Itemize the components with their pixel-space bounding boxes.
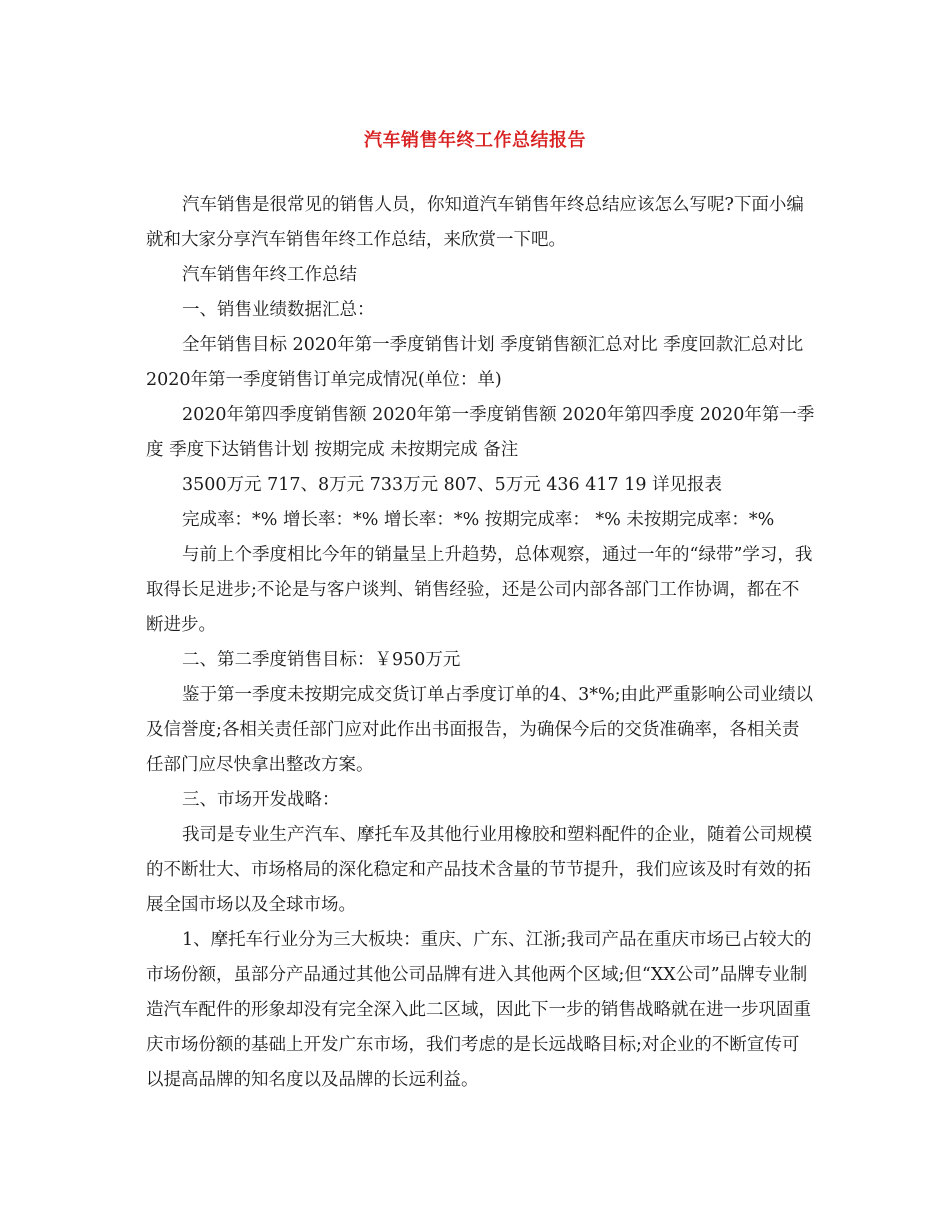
paragraph-data-headers-1: 全年销售目标 2020年第一季度销售计划 季度销售额汇总对比 季度回款汇总对比 2020年第一季度销售订单完成情况(单位：单) (146, 335, 804, 390)
paragraph-review: 与前上个季度相比今年的销量呈上升趋势，总体观察，通过一年的“绿带”学习，我取得长足进步;不论是与客户谈判、销售经验，还是公司内部各部门工作协调，都在不断进步。 (146, 545, 813, 635)
paragraph-delivery: 鉴于第一季度未按期完成交货订单占季度订单的4、3*%;由此严重影响公司业绩以及信誉度;各相关责任部门应对此作出书面报告，为确保今后的交货准确率，各相关责任部门应尽快拿出整改方案。 (146, 685, 814, 775)
section-heading-3: 三、市场开发战略： (182, 790, 340, 810)
paragraph-company: 我司是专业生产汽车、摩托车及其他行业用橡胶和塑料配件的企业，随着公司规模的不断壮大、市场格局的深化稳定和产品技术含量的节节提升，我们应该及时有效的拓展全国市场以及全球市场。 (146, 825, 812, 915)
paragraph-data-values: 3500万元 717、8万元 733万元 807、5万元 436 417 19 详见报表 (182, 475, 723, 495)
document-body (146, 188, 816, 1098)
section-heading-2: 二、第二季度销售目标：￥950万元 (182, 650, 461, 670)
paragraph-rates: 完成率：*% 增长率：*% 增长率：*% 按期完成率： *% 未按期完成率：*% (182, 510, 775, 530)
paragraph-motorcycle: 1、摩托车行业分为三大板块：重庆、广东、江浙;我司产品在重庆市场已占较大的市场份额，虽部分产品通过其他公司品牌有进入其他两个区域;但“XX公司”品牌专业制造汽车配件的形象却没有完全深入此二区域，因此下一步的销售战略就在进一步巩固重庆市场份额的基础上开发广东市场，我们考虑的是长远战略目标;对企业的不断宣传可以提高品牌的知名度以及品牌的长远利益。 (146, 930, 812, 1090)
paragraph-data-headers-2: 2020年第四季度销售额 2020年第一季度销售额 2020年第四季度 2020年第一季度 季度下达销售计划 按期完成 未按期完成 备注 (146, 405, 815, 460)
paragraph-intro: 汽车销售是很常见的销售人员，你知道汽车销售年终总结应该怎么写呢?下面小编就和大家分享汽车销售年终工作总结，来欣赏一下吧。 (146, 195, 804, 250)
paragraph-subtitle: 汽车销售年终工作总结 (182, 265, 357, 285)
document-title: 汽车销售年终工作总结报告 (364, 130, 586, 151)
section-heading-1: 一、销售业绩数据汇总： (182, 300, 375, 320)
